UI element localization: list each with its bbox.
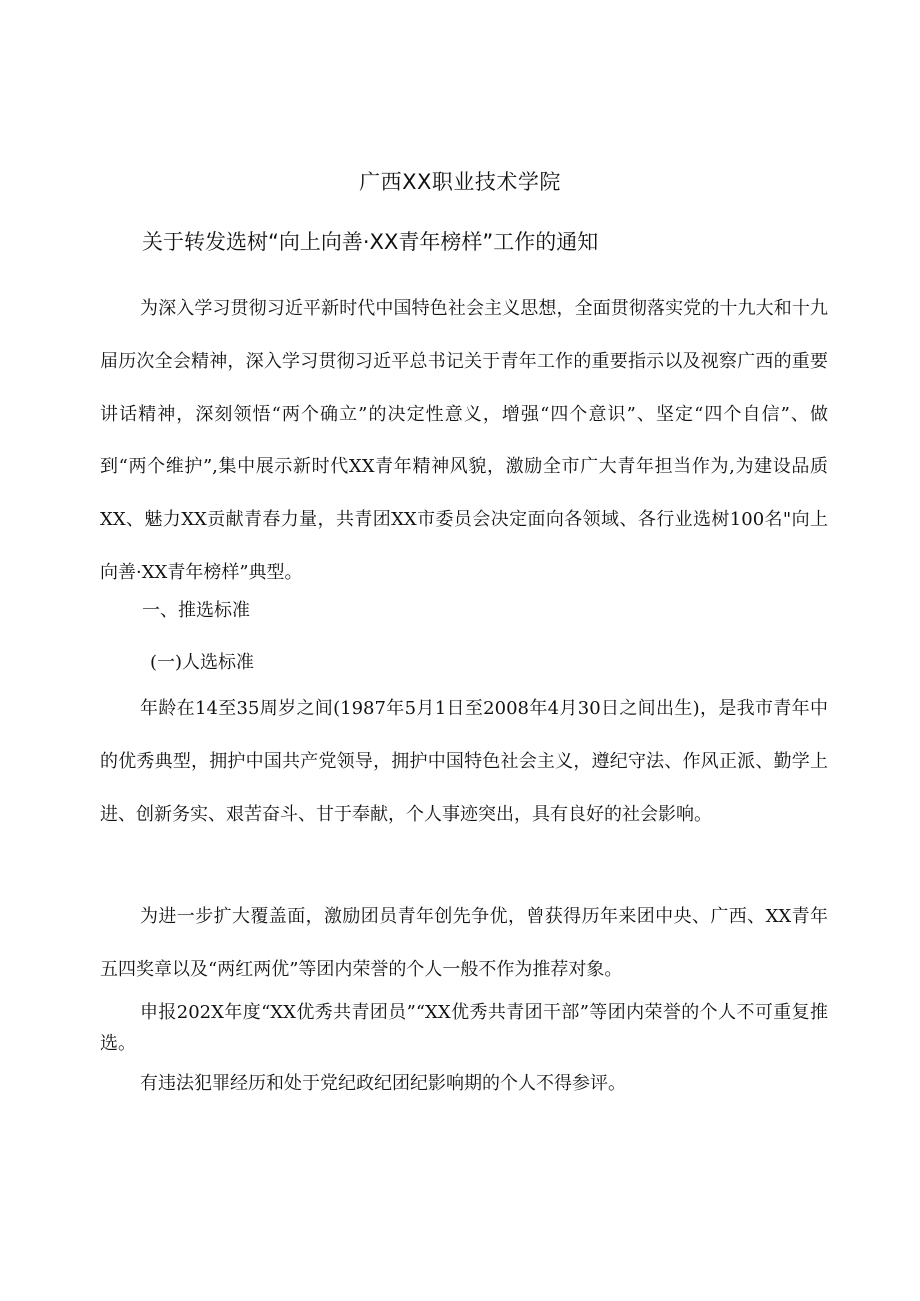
section-heading-criteria: 一、推选标准 [142, 600, 250, 621]
exclusion-paragraph: 为进一步扩大覆盖面，激励团员青年创先争优，曾获得历年来团中央、广西、XX青年五四奖章以及“两红两优”等团内荣誉的个人一般不作为推荐对象。 [100, 906, 828, 980]
document-title: 广西XX职业技术学院 [359, 170, 561, 194]
no-duplicate-paragraph: 申报202X年度“XX优秀共青团员”“XX优秀共青团干部”等团内荣誉的个人不可重复推选。 [100, 1002, 828, 1054]
document-subtitle: 关于转发选树“向上向善·XX青年榜样”工作的通知 [142, 230, 599, 254]
disqualification-paragraph: 有违法犯罪经历和处于党纪政纪团纪影响期的个人不得参评。 [140, 1073, 626, 1094]
eligibility-paragraph: 年龄在14至35周岁之间(1987年5月1日至2008年4月30日之间出生)，是我市青年中的优秀典型，拥护中国共产党领导，拥护中国特色社会主义，遵纪守法、作风正派、勤学上进、创新务实、艰苦奋斗、甘于奉献，个人事迹突出，具有良好的社会影响。 [100, 698, 828, 825]
intro-paragraph: 为深入学习贯彻习近平新时代中国特色社会主义思想，全面贯彻落实党的十九大和十九届历次全会精神，深入学习贯彻习近平总书记关于青年工作的重要指示以及视察广西的重要讲话精神，深刻领悟“两个确立”的决定性意义，增强“四个意识”、坚定“四个自信”、做到“两个维护”,集中展示新时代XX青年精神风貌，激励全市广大青年担当作为,为建设品质XX、魅力XX贡献青春力量，共青团XX市委员会决定面向各领域、各行业选树100名"向上向善·XX青年榜样”典型。 [100, 298, 828, 583]
subsection-heading-candidate-criteria: (一)人选标准 [150, 652, 255, 673]
